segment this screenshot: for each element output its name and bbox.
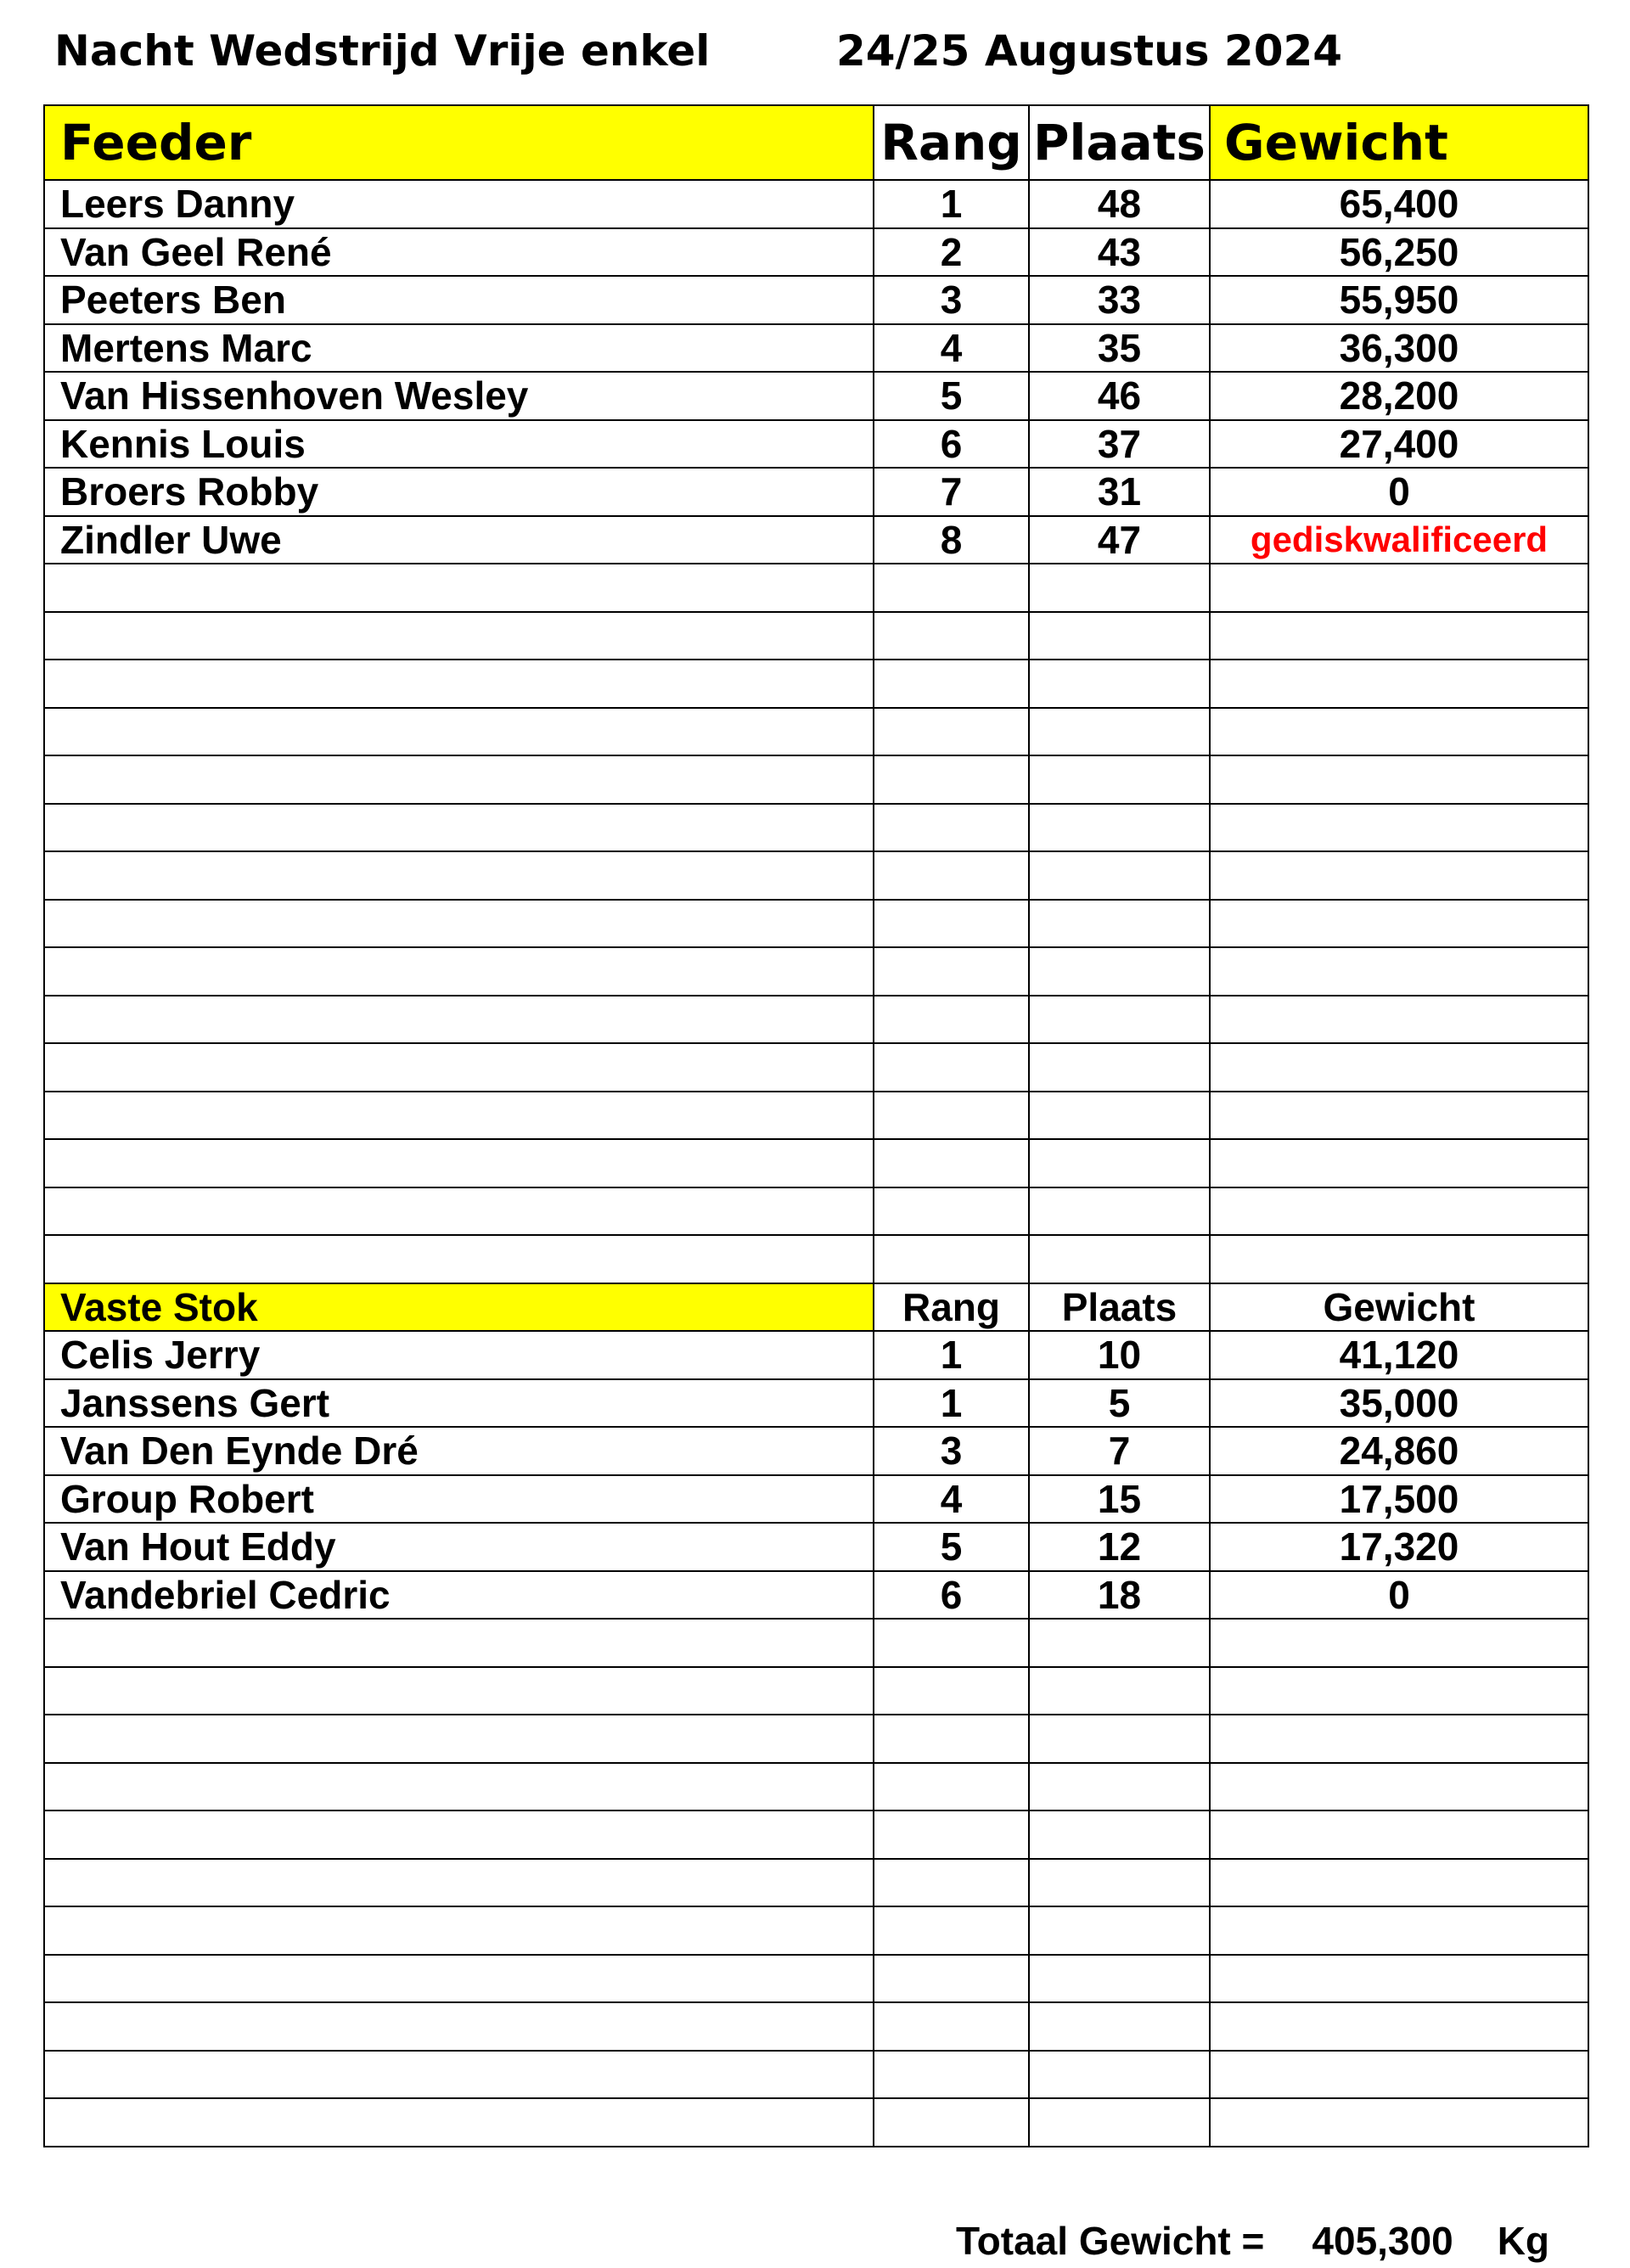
empty-cell xyxy=(874,1859,1029,1907)
empty-cell xyxy=(874,2002,1029,2051)
competitor-place: 43 xyxy=(1029,228,1210,277)
empty-cell xyxy=(1029,1906,1210,1955)
competitor-name: Leers Danny xyxy=(44,180,874,228)
competitor-name: Peeters Ben xyxy=(44,276,874,324)
competitor-place: 7 xyxy=(1029,1427,1210,1475)
empty-cell xyxy=(1210,1667,1588,1715)
competitor-name: Van Den Eynde Dré xyxy=(44,1427,874,1475)
competitor-rank: 1 xyxy=(874,180,1029,228)
results-table xyxy=(43,104,1589,2147)
empty-cell xyxy=(44,947,874,996)
empty-row xyxy=(44,996,1588,1044)
competitor-name: Van Hissenhoven Wesley xyxy=(44,372,874,420)
empty-cell xyxy=(1029,1763,1210,1811)
empty-cell xyxy=(1210,1810,1588,1859)
feeder-header-row xyxy=(44,105,1588,180)
competitor-name: Kennis Louis xyxy=(44,420,874,469)
empty-row xyxy=(44,947,1588,996)
empty-cell xyxy=(44,2051,874,2099)
competitor-rank: 2 xyxy=(874,228,1029,277)
competitor-rank: 4 xyxy=(874,324,1029,373)
empty-cell xyxy=(44,660,874,708)
competitor-weight: 17,500 xyxy=(1210,1475,1588,1524)
empty-cell xyxy=(874,2098,1029,2147)
competitor-name: Group Robert xyxy=(44,1475,874,1524)
competitor-name: Van Geel René xyxy=(44,228,874,277)
empty-cell xyxy=(44,1763,874,1811)
empty-cell xyxy=(1029,2098,1210,2147)
competitor-name: Broers Robby xyxy=(44,468,874,516)
empty-row xyxy=(44,1043,1588,1092)
feeder-section-label: Feeder xyxy=(44,105,874,180)
empty-row xyxy=(44,1810,1588,1859)
table-row xyxy=(44,228,1588,277)
competitor-place: 48 xyxy=(1029,180,1210,228)
competitor-place: 31 xyxy=(1029,468,1210,516)
competitor-weight: 0 xyxy=(1210,468,1588,516)
competitor-name: Mertens Marc xyxy=(44,324,874,373)
empty-cell xyxy=(1029,804,1210,852)
empty-cell xyxy=(44,900,874,948)
empty-cell xyxy=(874,1619,1029,1667)
table-row xyxy=(44,372,1588,420)
competitor-rank: 5 xyxy=(874,1523,1029,1571)
competitor-place: 33 xyxy=(1029,276,1210,324)
empty-cell xyxy=(874,1043,1029,1092)
empty-cell xyxy=(1210,1235,1588,1283)
competitor-weight: 24,860 xyxy=(1210,1427,1588,1475)
total-weight xyxy=(956,2215,1549,2266)
vaste-stok-col-place: Plaats xyxy=(1029,1283,1210,1332)
competitor-weight: 56,250 xyxy=(1210,228,1588,277)
competitor-rank: 1 xyxy=(874,1379,1029,1428)
empty-cell xyxy=(1210,1187,1588,1236)
competitor-rank: 6 xyxy=(874,420,1029,469)
empty-cell xyxy=(874,755,1029,804)
empty-cell xyxy=(44,1810,874,1859)
empty-row xyxy=(44,1859,1588,1907)
empty-row xyxy=(44,2002,1588,2051)
empty-cell xyxy=(874,708,1029,756)
competitor-weight: 17,320 xyxy=(1210,1523,1588,1571)
empty-cell xyxy=(1210,1043,1588,1092)
empty-cell xyxy=(1029,1955,1210,2003)
empty-cell xyxy=(44,1955,874,2003)
table-row xyxy=(44,516,1588,564)
vaste-stok-col-weight: Gewicht xyxy=(1210,1283,1588,1332)
competitor-weight: 55,950 xyxy=(1210,276,1588,324)
empty-cell xyxy=(874,2051,1029,2099)
empty-cell xyxy=(1029,1810,1210,1859)
total-value: 405,300 xyxy=(1312,2219,1453,2263)
empty-cell xyxy=(1029,708,1210,756)
empty-cell xyxy=(874,1235,1029,1283)
feeder-col-rank: Rang xyxy=(874,105,1029,180)
empty-cell xyxy=(44,1043,874,1092)
competitor-place: 47 xyxy=(1029,516,1210,564)
empty-cell xyxy=(44,1619,874,1667)
competitor-weight: 36,300 xyxy=(1210,324,1588,373)
empty-cell xyxy=(1029,1139,1210,1187)
competitor-rank: 4 xyxy=(874,1475,1029,1524)
empty-cell xyxy=(874,612,1029,660)
feeder-col-weight: Gewicht xyxy=(1210,105,1588,180)
empty-cell xyxy=(874,1906,1029,1955)
competitor-weight: gediskwalificeerd xyxy=(1210,516,1588,564)
empty-cell xyxy=(1029,900,1210,948)
feeder-col-place: Plaats xyxy=(1029,105,1210,180)
competitor-name: Janssens Gert xyxy=(44,1379,874,1428)
competitor-place: 10 xyxy=(1029,1331,1210,1379)
table-row xyxy=(44,420,1588,469)
empty-cell xyxy=(874,1955,1029,2003)
competitor-weight: 35,000 xyxy=(1210,1379,1588,1428)
empty-cell xyxy=(1029,1187,1210,1236)
empty-row xyxy=(44,1235,1588,1283)
competitor-name: Vandebriel Cedric xyxy=(44,1571,874,1620)
empty-row xyxy=(44,1955,1588,2003)
empty-row xyxy=(44,851,1588,900)
competitor-rank: 1 xyxy=(874,1331,1029,1379)
empty-cell xyxy=(874,1715,1029,1763)
empty-row xyxy=(44,2098,1588,2147)
competitor-name: Van Hout Eddy xyxy=(44,1523,874,1571)
competitor-rank: 8 xyxy=(874,516,1029,564)
competitor-weight: 28,200 xyxy=(1210,372,1588,420)
total-label: Totaal Gewicht = xyxy=(956,2219,1265,2263)
competitor-name: Celis Jerry xyxy=(44,1331,874,1379)
empty-cell xyxy=(1029,564,1210,612)
empty-row xyxy=(44,804,1588,852)
empty-cell xyxy=(44,804,874,852)
table-row xyxy=(44,1571,1588,1620)
empty-row xyxy=(44,660,1588,708)
empty-cell xyxy=(1210,851,1588,900)
page-title: Nacht Wedstrijd Vrije enkel xyxy=(54,26,711,76)
empty-cell xyxy=(44,996,874,1044)
empty-cell xyxy=(1210,564,1588,612)
empty-row xyxy=(44,1667,1588,1715)
empty-cell xyxy=(1210,755,1588,804)
empty-cell xyxy=(1210,1715,1588,1763)
competitor-name: Zindler Uwe xyxy=(44,516,874,564)
empty-cell xyxy=(44,1187,874,1236)
empty-cell xyxy=(1210,1906,1588,1955)
empty-cell xyxy=(1210,996,1588,1044)
table-row xyxy=(44,1523,1588,1571)
empty-cell xyxy=(1210,2098,1588,2147)
empty-cell xyxy=(1029,755,1210,804)
empty-cell xyxy=(1029,2002,1210,2051)
empty-cell xyxy=(1210,1763,1588,1811)
competitor-place: 18 xyxy=(1029,1571,1210,1620)
empty-cell xyxy=(1210,900,1588,948)
empty-cell xyxy=(44,1906,874,1955)
empty-cell xyxy=(1210,2051,1588,2099)
competitor-place: 12 xyxy=(1029,1523,1210,1571)
empty-cell xyxy=(1029,996,1210,1044)
empty-cell xyxy=(44,612,874,660)
competitor-rank: 7 xyxy=(874,468,1029,516)
empty-cell xyxy=(44,1092,874,1140)
empty-cell xyxy=(874,1763,1029,1811)
empty-cell xyxy=(44,2098,874,2147)
empty-cell xyxy=(44,1715,874,1763)
competitor-rank: 6 xyxy=(874,1571,1029,1620)
empty-cell xyxy=(1210,708,1588,756)
empty-cell xyxy=(874,1187,1029,1236)
empty-cell xyxy=(1210,1092,1588,1140)
total-unit: Kg xyxy=(1497,2219,1550,2263)
empty-cell xyxy=(1210,1859,1588,1907)
empty-cell xyxy=(874,804,1029,852)
empty-cell xyxy=(44,708,874,756)
empty-cell xyxy=(44,1235,874,1283)
empty-cell xyxy=(44,2002,874,2051)
empty-cell xyxy=(1210,1139,1588,1187)
empty-cell xyxy=(44,1667,874,1715)
empty-cell xyxy=(874,900,1029,948)
empty-cell xyxy=(1029,660,1210,708)
vaste-stok-header-row xyxy=(44,1283,1588,1332)
event-date: 24/25 Augustus 2024 xyxy=(836,26,1343,76)
empty-cell xyxy=(1029,947,1210,996)
empty-cell xyxy=(1210,2002,1588,2051)
empty-row xyxy=(44,755,1588,804)
empty-cell xyxy=(1029,1619,1210,1667)
competitor-weight: 27,400 xyxy=(1210,420,1588,469)
empty-cell xyxy=(1029,851,1210,900)
empty-cell xyxy=(1210,1619,1588,1667)
empty-cell xyxy=(1210,804,1588,852)
table-row xyxy=(44,324,1588,373)
empty-cell xyxy=(1210,947,1588,996)
empty-row xyxy=(44,1187,1588,1236)
table-row xyxy=(44,180,1588,228)
empty-cell xyxy=(1029,1043,1210,1092)
competitor-place: 5 xyxy=(1029,1379,1210,1428)
empty-cell xyxy=(44,851,874,900)
empty-cell xyxy=(874,660,1029,708)
table-row xyxy=(44,1331,1588,1379)
competitor-rank: 5 xyxy=(874,372,1029,420)
empty-cell xyxy=(874,996,1029,1044)
empty-cell xyxy=(874,1139,1029,1187)
empty-cell xyxy=(44,755,874,804)
empty-cell xyxy=(874,851,1029,900)
empty-cell xyxy=(1029,2051,1210,2099)
table-row xyxy=(44,1475,1588,1524)
table-row xyxy=(44,1379,1588,1428)
empty-cell xyxy=(44,564,874,612)
competitor-place: 35 xyxy=(1029,324,1210,373)
empty-cell xyxy=(1210,660,1588,708)
empty-cell xyxy=(1029,612,1210,660)
empty-row xyxy=(44,2051,1588,2099)
empty-row xyxy=(44,1715,1588,1763)
competitor-weight: 41,120 xyxy=(1210,1331,1588,1379)
empty-row xyxy=(44,612,1588,660)
competitor-rank: 3 xyxy=(874,276,1029,324)
competitor-rank: 3 xyxy=(874,1427,1029,1475)
table-row xyxy=(44,468,1588,516)
empty-row xyxy=(44,1139,1588,1187)
competitor-place: 46 xyxy=(1029,372,1210,420)
empty-cell xyxy=(1210,612,1588,660)
competitor-place: 37 xyxy=(1029,420,1210,469)
empty-cell xyxy=(1029,1715,1210,1763)
empty-cell xyxy=(874,947,1029,996)
empty-row xyxy=(44,1906,1588,1955)
table-row xyxy=(44,1427,1588,1475)
empty-cell xyxy=(874,1092,1029,1140)
table-row xyxy=(44,276,1588,324)
empty-row xyxy=(44,1619,1588,1667)
vaste-stok-section-label: Vaste Stok xyxy=(44,1283,874,1332)
empty-cell xyxy=(874,1810,1029,1859)
empty-cell xyxy=(44,1859,874,1907)
empty-cell xyxy=(1210,1955,1588,2003)
competitor-weight: 65,400 xyxy=(1210,180,1588,228)
empty-cell xyxy=(874,1667,1029,1715)
empty-cell xyxy=(44,1139,874,1187)
empty-cell xyxy=(1029,1092,1210,1140)
empty-row xyxy=(44,564,1588,612)
empty-row xyxy=(44,1092,1588,1140)
empty-row xyxy=(44,708,1588,756)
competitor-weight: 0 xyxy=(1210,1571,1588,1620)
empty-row xyxy=(44,1763,1588,1811)
competitor-place: 15 xyxy=(1029,1475,1210,1524)
empty-cell xyxy=(874,564,1029,612)
vaste-stok-col-rank: Rang xyxy=(874,1283,1029,1332)
empty-row xyxy=(44,900,1588,948)
empty-cell xyxy=(1029,1235,1210,1283)
empty-cell xyxy=(1029,1859,1210,1907)
empty-cell xyxy=(1029,1667,1210,1715)
